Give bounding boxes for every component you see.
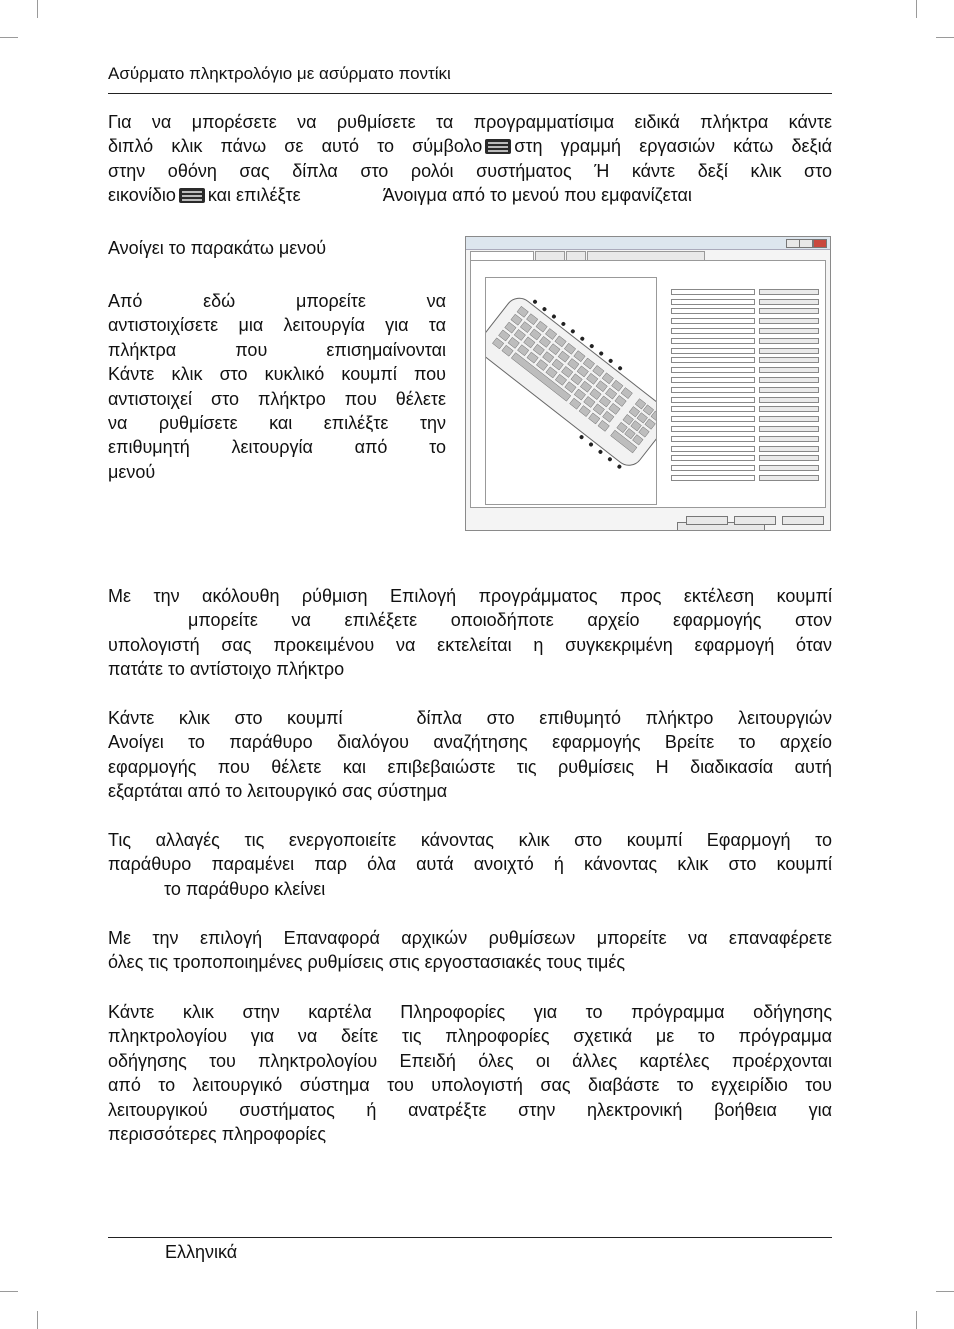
- crop-mark: [916, 1311, 917, 1329]
- function-select: [671, 308, 755, 314]
- program-button: [759, 318, 819, 324]
- keyboard-drawing: [486, 278, 656, 504]
- crop-mark: [936, 1291, 954, 1292]
- program-button: [759, 377, 819, 383]
- function-select: [671, 416, 755, 422]
- dialog-titlebar: [466, 237, 830, 250]
- keyboard-illustration: [485, 277, 657, 505]
- program-button: [759, 289, 819, 295]
- assignment-row: [661, 395, 825, 405]
- assignment-row: [661, 463, 825, 473]
- program-button: [759, 416, 819, 422]
- maximize-icon: [799, 239, 813, 248]
- program-button: [759, 475, 819, 481]
- function-select: [671, 348, 755, 354]
- menu-intro: Ανοίγει το παρακάτω μενού: [108, 238, 327, 258]
- dialog-tab: [587, 251, 705, 260]
- assignment-row: [661, 297, 825, 307]
- assignment-row: [661, 365, 825, 375]
- assignment-row: [661, 385, 825, 395]
- intro-paragraph: [108, 110, 832, 208]
- assignment-row: [661, 454, 825, 464]
- page-header: Ασύρματο πληκτρολόγιο με ασύρματο ποντίκι: [108, 64, 451, 83]
- program-button: [759, 436, 819, 442]
- footer-rule: [108, 1237, 832, 1238]
- crop-mark: [916, 0, 917, 18]
- assignment-row: [661, 434, 825, 444]
- intro-line: στην οθόνη σας δίπλα στο ρολόι συστήματος Ή κάντε δεξί κλικ στο: [108, 160, 832, 181]
- function-select: [671, 436, 755, 442]
- footer-language: Ελληνικά: [165, 1242, 238, 1262]
- assignment-row: [661, 444, 825, 454]
- function-select: [671, 377, 755, 383]
- cancel-button: [734, 516, 776, 525]
- keyboard-tray-icon: [179, 188, 205, 203]
- function-select: [671, 289, 755, 295]
- program-button: [759, 397, 819, 403]
- program-button: [759, 308, 819, 314]
- intro-line: εικονίδιο και επιλέξτε Άνοιγμα από το μενού που εμφανίζεται: [108, 185, 692, 206]
- function-select: [671, 426, 755, 432]
- program-button: [759, 426, 819, 432]
- click-button-paragraph: Κάντε κλικ στο κουμπί δίπλα στο επιθυμητό πλήκτρο λειτουργιών Ανοίγει το παράθυρο διαλόγου αναζήτησης εφαρμογής Βρείτε το αρχείο εφαρμογής που θέλετε και επιβεβαιώστε τις ρυθμίσεις Η διαδικασία αυτή εξαρτάται από το λειτουργικό σας σύστημα: [108, 708, 832, 802]
- info-paragraph: Κάντε κλικ στην καρτέλα Πληροφορίες για το πρόγραμμα οδήγησης πληκτρολογίου για να δείτε τις πληροφορίες σχετικά με το πρόγραμμα οδήγησης του πληκτρολογίου Επειδή όλες οι άλλες καρτέλες προέρχονται από το λειτουργικό σύστημα του υπολογιστή σας διαβάστε το εγχειρίδιο του λειτουργικού συστήματος ή ανατρέξτε στην ηλεκτρονική βοήθεια για περισσότερες πληροφορίες: [108, 1002, 832, 1145]
- program-button: [759, 446, 819, 452]
- dialog-panel: [470, 260, 826, 508]
- assignment-row: [661, 316, 825, 326]
- dialog-tab: [470, 251, 534, 260]
- header-rule: [108, 93, 832, 94]
- crop-mark: [936, 37, 954, 38]
- function-select: [671, 455, 755, 461]
- program-button: [759, 387, 819, 393]
- assignment-row: [661, 287, 825, 297]
- program-button: [759, 299, 819, 305]
- assignment-row: [661, 424, 825, 434]
- function-select: [671, 465, 755, 471]
- program-button: [759, 406, 819, 412]
- assignment-row: [661, 346, 825, 356]
- function-select: [671, 475, 755, 481]
- assignment-row: [661, 414, 825, 424]
- assign-paragraph: Από εδώ μπορείτε να αντιστοιχίσετε μια λειτουργία για τα πλήκτρα που επισημαίνονται Κάντε κλικ στο κυκλικό κουμπί που αντιστοιχεί στο πλήκτρο που θέλετε να ρυθμίσετε και επιλέξτε την επιθυμητή λειτουργία από το μενού: [108, 291, 446, 482]
- function-select: [671, 318, 755, 324]
- dialog-tab: [566, 251, 586, 260]
- restore-paragraph: Με την επιλογή Επαναφορά αρχικών ρυθμίσεων μπορείτε να επαναφέρετε όλες τις τροποποιημένες ρυθμίσεις στις εργοστασιακές τους τιμές: [108, 928, 832, 973]
- function-select: [671, 397, 755, 403]
- function-select: [671, 299, 755, 305]
- apply-button: [782, 516, 824, 525]
- dialog-tabs: [470, 251, 706, 260]
- assignment-row: [661, 375, 825, 385]
- function-select: [671, 357, 755, 363]
- crop-mark: [37, 0, 38, 18]
- function-select: [671, 406, 755, 412]
- crop-mark: [37, 1311, 38, 1329]
- assignment-row: [661, 336, 825, 346]
- assignment-rows: [661, 277, 825, 483]
- intro-line: Για να μπορέσετε να ρυθμίσετε τα προγραμματίσιμα ειδικά πλήκτρα κάντε: [108, 112, 832, 132]
- program-setting-paragraph: Με την ακόλουθη ρύθμιση Επιλογή προγράμματος προς εκτέλεση κουμπί μπορείτε να επιλέξετε οποιοδήποτε αρχείο εφαρμογής στον υπολογιστή σας προκειμένου να εκτελείται η συγκεκριμένη εφαρμογή όταν πατάτε το αντίστοιχο πλήκτρο: [108, 586, 832, 680]
- dialog-tab: [535, 251, 565, 260]
- function-select: [671, 367, 755, 373]
- intro-line: διπλό κλικ πάνω σε αυτό το σύμβολο στη γραμμή εργασιών κάτω δεξιά: [108, 136, 832, 157]
- program-button: [759, 367, 819, 373]
- assignment-row: [661, 473, 825, 483]
- function-select: [671, 338, 755, 344]
- program-button: [759, 455, 819, 461]
- program-button: [759, 357, 819, 363]
- assignment-row: [661, 356, 825, 366]
- close-icon: [813, 239, 827, 248]
- function-select: [671, 446, 755, 452]
- crop-mark: [0, 37, 18, 38]
- program-button: [759, 348, 819, 354]
- program-button: [759, 328, 819, 334]
- keyboard-settings-dialog-screenshot: [465, 236, 831, 531]
- function-select: [671, 328, 755, 334]
- apply-paragraph: Τις αλλαγές τις ενεργοποιείτε κάνοντας κλικ στο κουμπί Εφαρμογή το παράθυρο παραμένει παρ όλα αυτά ανοιχτό ή κάνοντας κλικ στο κουμπί το παράθυρο κλείνει: [108, 830, 832, 899]
- program-button: [759, 465, 819, 471]
- keyboard-tray-icon: [485, 139, 511, 154]
- function-select: [671, 387, 755, 393]
- assignment-row: [661, 326, 825, 336]
- assignment-row: [661, 405, 825, 415]
- crop-mark: [0, 1291, 18, 1292]
- ok-button: [686, 516, 728, 525]
- program-button: [759, 338, 819, 344]
- assignment-row: [661, 307, 825, 317]
- minimize-icon: [786, 239, 800, 248]
